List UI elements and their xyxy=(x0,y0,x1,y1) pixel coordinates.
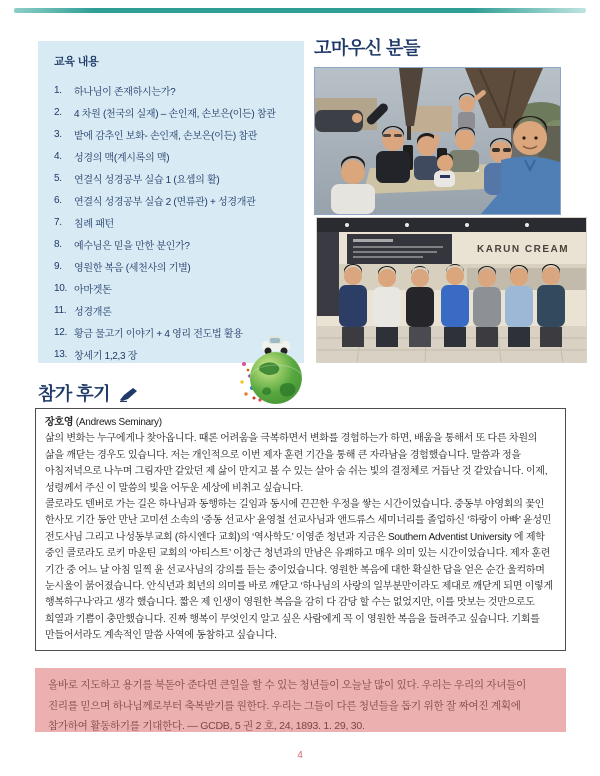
shop-sign-text: KARUN CREAM xyxy=(477,244,570,255)
review-paragraph: 콜로라도 덴버로 가는 길은 하나님과 동행하는 길임과 동시에 끈끈한 우정을 쌓는 시간이었습니다. 중동부 야영회의 꽃인 한사모 기간 동안 만난 고미션 소속의 ‘중동 선교사’ 윤영철 선교사님과 앤드류스 세미너리를 졸업하신 ‘하랑이 아빠’ 윤성민 전도사님 그리고 나성동부교회 (하시엔다 교회)의 ‘역사학도’ 이영준 청년과 지금은 Southern Adventist University 에 제학 중인 콜로라도 로키 마운틴 교회의 ‘아티스트’ 이창근 청년과의 만남은 유쾌하고 매우 의미 있는 시간이었습니다. 제자 훈련 기간 중 어느 날 아침 일찍 윤 선교사님의 강의를 듣는 중이었습니다. 영원한 복음에 대한 확실한 답을 얻은 순간 울컥하며 눈시울이 붉어졌습니다. 안식년과 희년의 의미를 바로 깨닫고 ‘하나님의 사랑의 일부분만이라도 제대로 깨닫게 되면 이렇게 행복하구나’라고 생각 했습니다. 짧은 제 인생이 영원한 복음을 감히 다 감당 할 수는 없었지만, 이를 맛보는 것만으로도 희열과 기쁨이 충만했습니다. 진짜 행복이 무엇인지 알고 싶은 사람에게 꼭 이 영원한 복음을 들려주고 싶습니다. 기회를 만들어서라도 계속적인 말씀 사역에 동참하고 싶습니다. xyxy=(45,499,553,642)
globe-car-graphic xyxy=(238,336,304,404)
review-paragraph: 삶의 변화는 누구에게나 찾아옵니다. 때론 어려움을 극복하면서 변화를 경험하는가 하면, 배움을 통해서 또 다른 차원의 삶을 깨닫는 경우도 있습니다. 저는 개인적으로 이번 제자 훈련 기간을 통해 큰 자라남을 경험했습니다. 말씀과 정을 아침저녁으로 나누며 그림자만 같았던 제 삶이 만지고 볼 수 있는 살아 숨 쉬는 빛의 결정체로 거듭난 것 같았습니다. 이제, 성령께서 주신 이 말씀의 빛을 어두운 세상에 비취고 싶습니다. xyxy=(45,433,548,494)
quote-box xyxy=(35,668,566,732)
list-item: 7. 침례 패턴 xyxy=(54,216,114,230)
page-number: 4 xyxy=(297,750,303,761)
list-item: 5. 연결식 성경공부 실습 1 (요셉의 활) xyxy=(54,172,220,186)
pen-icon xyxy=(119,387,138,402)
review-section-title: 참가 후기 xyxy=(38,380,138,406)
list-item: 11. 성경개론 xyxy=(54,304,112,318)
quote-text: 올바로 지도하고 용기를 북돋아 준다면 큰일을 할 수 있는 청년들이 오늘날 많이 있다. 우리는 우리의 자녀들이 진리를 믿으며 하나님께로부터 축복받기를 원한다. 우리는 그들이 다른 청년들을 돕기 위한 잘 짜여진 계획에 참가하여 활동하기를 기대한다. — GCDB, 5 권 2 호, 24, 1893. 1. 29, 30. xyxy=(48,679,526,732)
list-item: 9. 영원한 복음 (세천사의 기별) xyxy=(54,260,191,274)
review-author-line xyxy=(45,415,556,431)
list-item: 4. 성경의 맥(계시록의 맥) xyxy=(54,150,170,164)
list-item: 10. 아마겟돈 xyxy=(54,282,112,296)
education-contents-box xyxy=(38,41,304,363)
list-item: 6. 연결식 성경공부 실습 2 (면류관) + 성경개관 xyxy=(54,194,256,208)
list-item: 1. 하나님이 존재하시는가? xyxy=(54,84,176,98)
list-item: 2. 4 차원 (천국의 실재) – 손인재, 손보은(이든) 참관 xyxy=(54,106,276,120)
list-item: 12. 황금 물고기 이야기 + 4 영리 전도법 활용 xyxy=(54,326,243,340)
indoor-group-photo-illustration xyxy=(317,218,586,362)
review-affiliation: (Andrews Seminary) xyxy=(75,417,162,428)
education-list xyxy=(54,79,296,365)
top-accent-bar xyxy=(14,8,586,13)
globe-icon xyxy=(238,336,304,404)
thanks-section-title: 고마우신 분들 xyxy=(314,38,420,58)
education-title: 교육 내용 xyxy=(54,56,99,68)
list-item: 8. 예수님은 믿을 만한 분인가? xyxy=(54,238,190,252)
outdoor-group-photo-illustration xyxy=(315,68,560,214)
photo-outdoor-group xyxy=(314,67,561,215)
review-text-box xyxy=(35,408,566,651)
photo-indoor-group xyxy=(316,217,587,363)
list-item: 3. 밭에 감추인 보화- 손인재, 손보은(이든) 참관 xyxy=(54,128,258,142)
review-author: 장호영 xyxy=(45,417,74,428)
list-item: 13. 창세기 1,2,3 장 xyxy=(54,348,138,362)
